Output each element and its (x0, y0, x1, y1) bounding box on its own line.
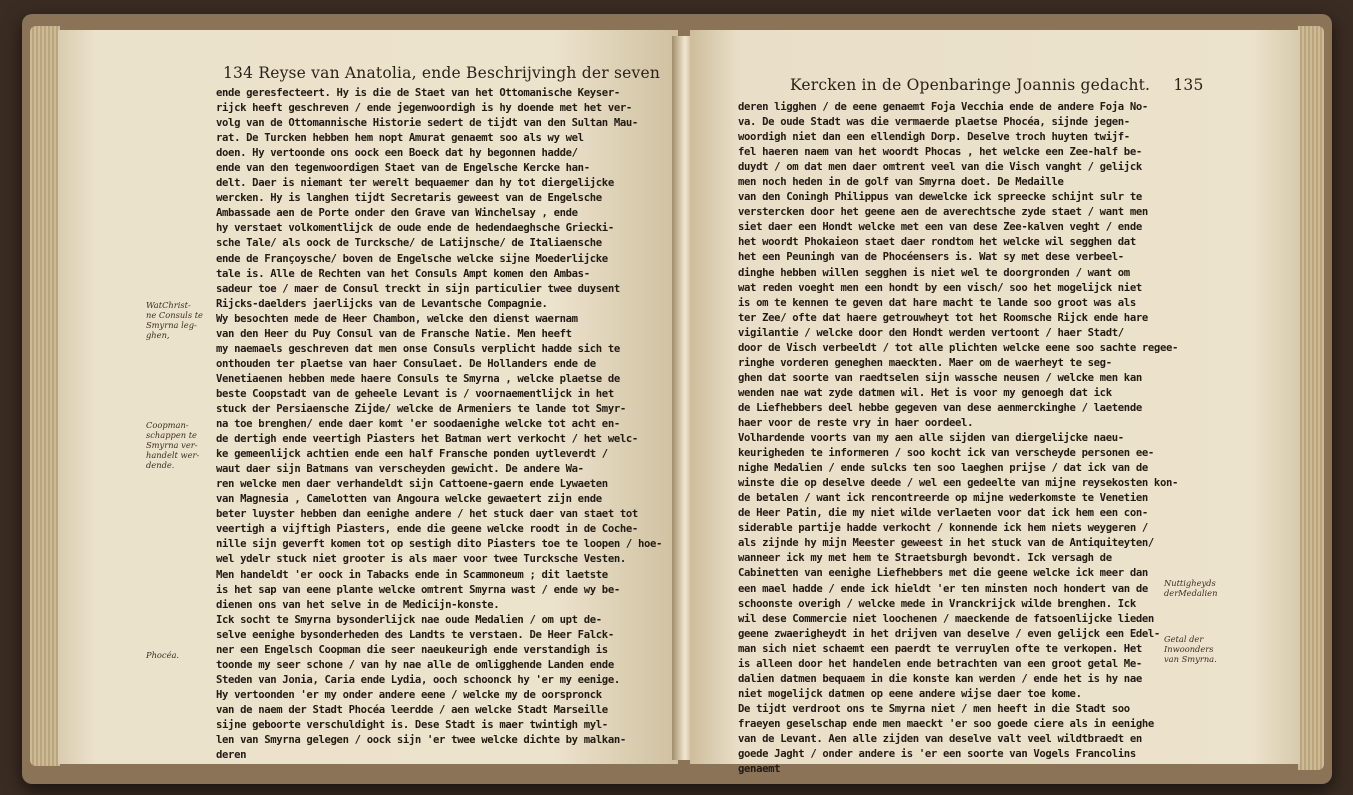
text-line: ter Zee/ ofte dat haere getrouwheyt tot het Roomsche Rijck ende hare (738, 311, 1148, 324)
text-line: selve eenighe bysonderheden des Landts te verstaen. De Heer Falck- (216, 628, 614, 641)
text-line: Ambassade aen de Porte onder den Grave van Winchelsay , ende (216, 207, 578, 220)
text-line: Volhardende voorts van my aen alle sijden van diergelijcke naeu- (738, 432, 1124, 445)
text-line: De tijdt verdroot ons te Smyrna niet / men heeft in die Stadt soo (738, 702, 1130, 715)
text-line: siet daer een Hondt welcke met een van dese Zee-kalven veght / ende (738, 221, 1142, 234)
left-page (58, 30, 678, 764)
right-running-head-text: Kercken in de Openbaringe Joannis gedacht. (790, 76, 1151, 94)
margin-note-line: Smyrna leg- (146, 320, 197, 330)
text-line: dalien datmen bequaem in die konste kan werden / ende het is hy nae (738, 672, 1142, 685)
text-line: delt. Daer is niemant ter werelt bequaemer dan hy tot diergelijcke (216, 177, 614, 190)
margin-note-line: Smyrna ver- (146, 440, 198, 450)
text-line: beter luyster hebben dan eenighe andere / het stuck daer van staet tot (216, 508, 638, 521)
text-line: Hy vertoonden 'er my onder andere eene / welcke my de oorspronck (216, 688, 602, 701)
text-line: va. De oude Stadt was die vermaerde plaetse Phocéa, sijnde jegen- (738, 116, 1130, 129)
text-line: toonde my seer schone / van hy nae alle de omligghende Landen ende (216, 658, 614, 671)
text-line: Steden van Jonia, Caria ende Lydia, ooch schoonck hy 'er my eenige. (216, 673, 620, 686)
text-line: sche Tale/ als oock de Turcksche/ de Latijnsche/ de Italiaensche (216, 237, 602, 250)
margin-note-inhabitants (1164, 634, 1217, 664)
right-running-head (790, 76, 1204, 94)
text-line: de dertigh ende veertigh Piasters het Batman wert verkocht / het welc- (216, 433, 638, 446)
text-line: Rijcks-daelders jaerlijcks van de Levantsche Compagnie. (216, 297, 548, 310)
margin-note-medals (1164, 578, 1217, 598)
text-line: de Liefhebbers deel hebbe gegeven van dese aenmerckinghe / laetende (738, 401, 1142, 414)
margin-note-line: handelt wer- (146, 450, 200, 460)
text-line: van Magnesia , Camelotten van Angoura welcke gewaetert zijn ende (216, 493, 602, 506)
text-line: onthouden ter plaetse van haer Consulaet. De Hollanders ende de (216, 357, 596, 370)
margin-note-consuls (146, 300, 203, 340)
text-line: wat reden voeght men een hondt by een visch/ soo het mogelijck niet (738, 281, 1142, 294)
text-line: fraeyen geselschap ende men maeckt 'er soo goede ciere als in eenighe (738, 717, 1154, 730)
text-line: ke gemeenlijck achtien ende een half Fransche ponden uytleverdt / (216, 448, 608, 461)
text-line: goede Jaght / onder andere is 'er een soorte van Vogels Francolins (738, 748, 1136, 761)
text-line: genaemt (738, 763, 781, 776)
text-line: waut daer sijn Batmans van verscheyden gewicht. De andere Wa- (216, 463, 584, 476)
text-line: fel haeren naem van het woordt Phocas , het welcke een Zee-half be- (738, 146, 1142, 159)
margin-note-line: WatChrist- (146, 300, 191, 310)
text-line: de Heer Patin, die my niet wilde verlaeten voor dat ick hem een con- (738, 507, 1148, 520)
text-line: is om te kennen te geven dat hare macht te lande soo groot was als (738, 296, 1136, 309)
margin-note-line: Phocéa. (146, 650, 180, 660)
text-line: wel ydelr stuck niet grooter is als maer voor twee Turcksche Vesten. (216, 553, 626, 566)
text-line: is alleen door het handelen ende betrachten van een groot getal Me- (738, 657, 1142, 670)
right-body-text (738, 100, 1178, 777)
text-line: volg van de Ottomannische Historie sedert de tijdt van den Sultan Mau- (216, 117, 638, 130)
text-line: na toe brenghen/ ende daer komt 'er soodaenighe welcke tot acht en- (216, 418, 620, 431)
text-line: wanneer ick my met hem te Straetsburgh bevondt. Ick versagh de (738, 552, 1112, 565)
text-line: ende de Françoysche/ boven de Engelsche welcke sijne Moederlijcke (216, 252, 608, 265)
right-page-edges (1298, 26, 1324, 770)
text-line: duydt / om dat men daer omtrent veel van die Visch vanght / gelijck (738, 161, 1142, 174)
text-line: beste Coopstadt van de geheele Levant is / voornaementlijck in het (216, 387, 614, 400)
margin-note-line: derMedalien (1164, 588, 1218, 598)
text-line: len van Smyrna gelegen / oock sijn 'er twee welcke dichte by malkan- (216, 734, 626, 747)
text-line: doen. Hy vertoonde ons oock een Boeck dat hy begonnen hadde/ (216, 147, 578, 160)
left-body-text (216, 86, 662, 763)
text-line: men noch heden in de golf van Smyrna doet. De Medaille (738, 176, 1064, 189)
text-line: de betalen / want ick rencontreerde op mijne wederkomste te Venetien (738, 492, 1148, 505)
text-line: Cabinetten van eenighe Liefhebbers met die geene welcke ick meer dan (738, 567, 1148, 580)
margin-note-line: ne Consuls te (146, 310, 203, 320)
text-line: deren ligghen / de eene genaemt Foja Vecchia ende de andere Foja No- (738, 101, 1148, 113)
text-line: van de Levant. Aen alle zijden van deselve valt veel wildtbraedt en (738, 732, 1142, 745)
text-line: van den Coningh Philippus van dewelcke ick spreecke schijnt sulr te (738, 191, 1142, 204)
text-line: haer voor de reste vry in haer oordeel. (738, 416, 974, 429)
text-line: als zijnde hy mijn Meester geweest in het stuck van de Antiquiteyten/ (738, 537, 1154, 550)
text-line: ende van den tegenwoordigen Staet van de Engelsche Kercke han- (216, 162, 590, 175)
text-line: wil dese Commercie niet loochenen / maeckende de fatsoenlijcke lieden (738, 612, 1154, 625)
text-line: van den Heer du Puy Consul van de Fransche Natie. Men heeft (216, 327, 572, 340)
text-line: siderable partije hadde verkocht / konnende ick hem niets weygeren / (738, 522, 1148, 535)
left-running-head (223, 64, 660, 82)
right-page-number: 135 (1173, 76, 1204, 94)
right-page (690, 30, 1300, 776)
text-line: sijne geboorte verschuldight is. Dese Stadt is maer twintigh myl- (216, 718, 608, 731)
text-line: Men handeldt 'er oock in Tabacks ende in Scammoneum ; dit laetste (216, 568, 608, 581)
text-line: nille sijn geverft komen tot op sestigh dito Piasters toe te loopen / hoe- (216, 538, 663, 551)
text-line: vigilantie / welcke door den Hondt werden vertoont / haer Stadt/ (738, 326, 1124, 339)
text-line: ringhe vorderen geneghen maeckten. Maer om de waerheyt te seg- (738, 356, 1112, 369)
text-line: rat. De Turcken hebben hem nopt Amurat genaemt soo als wy wel (216, 132, 584, 145)
text-line: ende geresfecteert. Hy is die de Staet van het Ottomanische Keyser- (216, 87, 620, 99)
text-line: het woordt Phokaieon staet daer rondtom het welcke wil segghen dat (738, 236, 1136, 249)
margin-note-line: ghen, (146, 330, 170, 340)
text-line: tale is. Alle de Rechten van het Consuls Ampt komen den Ambas- (216, 267, 590, 280)
text-line: van de naem der Stadt Phocéa leerdde / aen welcke Stadt Marseille (216, 703, 608, 716)
text-line: stuck der Persiaensche Zijde/ welcke de Armeniers te lande tot Smyr- (216, 402, 626, 415)
text-line: wenden nae wat zyde datmen wil. Het is voor my genoegh dat ick (738, 386, 1112, 399)
text-line: dinghe hebben willen segghen is niet wel te doorgronden / want om (738, 266, 1130, 279)
margin-note-line: schappen te (146, 430, 197, 440)
text-line: geene zwaerigheydt in het drijven van deselve / even gelijck een Edel- (738, 627, 1160, 640)
text-line: man sich niet schaemt een paerdt te verruylen ofte te verkopen. Het (738, 642, 1142, 655)
text-line: Venetiaenen hebben mede haere Consuls te Smyrna , welcke plaetse de (216, 372, 620, 385)
margin-note-line: Coopman- (146, 420, 189, 430)
text-line: deren (216, 749, 247, 762)
text-line: wercken. Hy is langhen tijdt Secretaris geweest van de Engelsche (216, 192, 602, 205)
text-line: sadeur toe / maer de Consul treckt in sijn particulier twee duysent (216, 282, 620, 295)
text-line: schoonste overigh / welcke mede in Vranckrijck wilde brenghen. Ick (738, 597, 1136, 610)
text-line: door de Visch verbeeldt / tot alle plichten welcke eene soo sachte regee- (738, 341, 1179, 354)
text-line: het een Peuningh van de Phocéensers is. Wat sy met dese verbeel- (738, 251, 1124, 264)
text-line: ghen dat soorte van raedtselen sijn wassche neusen / welcke men kan (738, 371, 1142, 384)
left-page-number: 134 (223, 64, 254, 82)
text-line: Ick socht te Smyrna bysonderlijck nae oude Medalien / om upt de- (216, 613, 602, 626)
left-page-edges (30, 26, 60, 766)
text-line: verstercken door het geene aen de averechtsche zyde staet / want men (738, 206, 1148, 219)
text-line: veertigh a vijftigh Piasters, ende die geene welcke roodt in de Coche- (216, 523, 638, 536)
margin-note-line: dende. (146, 460, 175, 470)
text-line: winste die op deselve deede / wel een gedeelte van mijne reysekosten kon- (738, 477, 1179, 490)
text-line: keurigheden te informeren / soo kocht ick van verscheyde personen ee- (738, 447, 1154, 460)
text-line: ren welcke men daer verhandeldt sijn Cattoene-gaern ende Lywaeten (216, 478, 608, 491)
text-line: een mael hadde / ende ick hieldt 'er ten minsten noch hondert van de (738, 582, 1148, 595)
text-line: my naemaels geschreven dat men onse Consuls verplicht hadde sich te (216, 342, 620, 355)
text-line: rijck heeft geschreven / ende jegenwoordigh is hy doende met het ver- (216, 102, 632, 115)
text-line: is het sap van eene plante welcke omtrent Smyrna wast / ende wy be- (216, 583, 620, 596)
text-line: nighe Medalien / ende sulcks ten soo laeghen prijse / dat ick van de (738, 462, 1148, 475)
margin-note-phocea (146, 650, 179, 660)
text-line: woordigh niet dan een ellendigh Dorp. Deselve troch huyten twijf- (738, 131, 1130, 144)
text-line: hy verstaet volkomentlijck de oude ende de hedendaeghsche Griecki- (216, 222, 614, 235)
left-running-head-text: Reyse van Anatolia, ende Beschrijvingh der seven (258, 64, 661, 82)
text-line: ner een Engelsch Coopman die seer naeukeurigh ende verstandigh is (216, 643, 608, 656)
margin-note-line: Inwoonders (1164, 644, 1214, 654)
text-line: niet mogelijck datmen op eene andere wijse daer toe kome. (738, 687, 1082, 700)
margin-note-line: Nuttigheyds (1164, 578, 1216, 588)
margin-note-trade (146, 420, 199, 470)
text-line: Wy besochten mede de Heer Chambon, welcke den dienst waernam (216, 312, 578, 325)
margin-note-line: van Smyrna. (1164, 654, 1217, 664)
text-line: dienen ons van het selve in de Medicijn-konste. (216, 598, 500, 611)
margin-note-line: Getal der (1164, 634, 1204, 644)
